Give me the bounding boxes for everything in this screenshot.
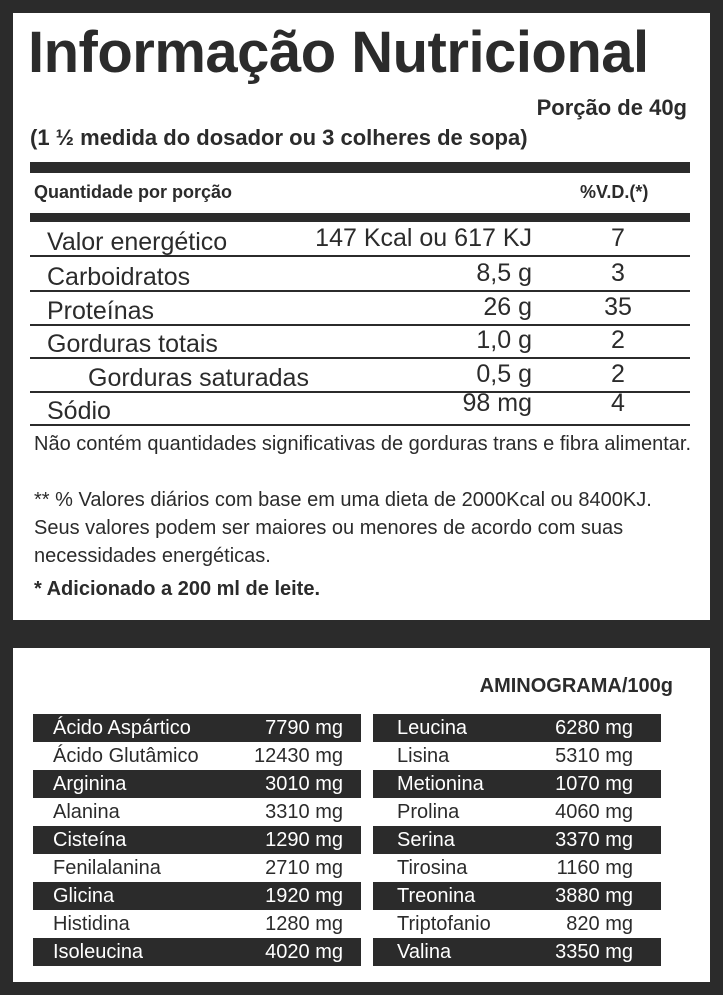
nutrient-vd: 35 (604, 293, 632, 321)
amino-value: 3350 mg (555, 941, 633, 963)
amino-row (373, 910, 661, 938)
amino-name: Alanina (53, 801, 120, 823)
amino-value: 1160 mg (556, 857, 633, 879)
portion-size: Porção de 40g (536, 95, 687, 120)
amino-row (373, 854, 661, 882)
nutrient-name: Gorduras saturadas (88, 364, 309, 392)
amino-name: Lisina (397, 745, 450, 767)
amino-value: 3880 mg (555, 885, 633, 907)
nutrient-row (30, 291, 690, 326)
nutrient-value: 26 g (483, 293, 532, 321)
amino-value: 2710 mg (265, 857, 343, 879)
amino-name: Leucina (397, 717, 468, 739)
amino-value: 1070 mg (555, 773, 633, 795)
aminogram-title: AMINOGRAMA/100g (479, 675, 673, 697)
nutrient-row (30, 324, 690, 359)
amino-name: Arginina (53, 773, 127, 795)
amino-name: Metionina (397, 773, 484, 795)
amino-row (373, 742, 661, 770)
amino-name: Glicina (53, 885, 115, 907)
nutrient-name: Gorduras totais (47, 330, 218, 358)
amino-value: 1290 mg (265, 829, 343, 851)
note-milk: * Adicionado a 200 ml de leite. (34, 578, 321, 600)
nutrient-vd: 7 (611, 224, 625, 252)
nutrient-vd: 2 (611, 360, 625, 388)
amino-value: 1920 mg (265, 885, 343, 907)
amino-name: Tirosina (397, 857, 468, 879)
nutrient-vd: 2 (611, 326, 625, 354)
amino-row (373, 770, 661, 798)
amino-row (33, 742, 361, 770)
amino-name: Valina (397, 941, 452, 963)
amino-row (373, 798, 661, 826)
amino-row (33, 826, 361, 854)
amino-name: Ácido Aspártico (53, 717, 191, 739)
header-rule-bottom (30, 213, 690, 222)
amino-name: Cisteína (53, 829, 127, 851)
amino-name: Triptofanio (397, 913, 491, 935)
nutrient-name: Valor energético (47, 228, 228, 256)
header-vd: %V.D.(*) (580, 182, 649, 202)
nutrient-row (30, 257, 690, 292)
header-quantity: Quantidade por porção (34, 182, 233, 202)
note-trans-fat: Não contém quantidades significativas de gorduras trans e fibra alimentar. (34, 433, 692, 455)
nutrient-name: Proteínas (47, 297, 155, 325)
amino-value: 3310 mg (265, 801, 343, 823)
nutrient-value: 0,5 g (476, 360, 532, 388)
amino-name: Isoleucina (53, 941, 144, 963)
amino-row (373, 882, 661, 910)
amino-value: 3370 mg (555, 829, 633, 851)
amino-row (33, 882, 361, 910)
amino-name: Prolina (397, 801, 460, 823)
nutrient-value: 98 mg (462, 389, 532, 417)
amino-row (33, 770, 361, 798)
portion-detail: (1 ½ medida do dosador ou 3 colheres de sopa) (30, 125, 528, 150)
amino-value: 12430 mg (254, 745, 343, 767)
amino-name: Ácido Glutâmico (53, 745, 199, 767)
amino-row (33, 798, 361, 826)
amino-value: 5310 mg (555, 745, 633, 767)
nutrient-name: Carboidratos (47, 263, 191, 291)
amino-name: Histidina (53, 913, 130, 935)
nutrient-value: 8,5 g (476, 259, 532, 287)
amino-value: 3010 mg (265, 773, 343, 795)
header-rule (30, 162, 690, 173)
nutrient-row (30, 391, 690, 426)
nutrient-name: Sódio (47, 397, 111, 425)
amino-row (373, 938, 661, 966)
amino-row (33, 714, 361, 742)
amino-value: 7790 mg (265, 717, 343, 739)
amino-value: 1280 mg (265, 913, 343, 935)
amino-value: 820 mg (566, 913, 633, 935)
amino-value: 4020 mg (265, 941, 343, 963)
amino-row (33, 910, 361, 938)
amino-value: 4060 mg (555, 801, 633, 823)
amino-value: 6280 mg (555, 717, 633, 739)
nutrient-vd: 3 (611, 259, 625, 287)
nutrition-title: Informação Nutricional (28, 20, 649, 85)
amino-row (33, 854, 361, 882)
amino-name: Serina (397, 829, 455, 851)
amino-row (373, 714, 661, 742)
amino-row (373, 826, 661, 854)
amino-row (33, 938, 361, 966)
amino-name: Treonina (397, 885, 476, 907)
nutrient-value: 1,0 g (476, 326, 532, 354)
nutrient-value: 147 Kcal ou 617 KJ (315, 224, 532, 252)
nutrient-row (30, 222, 690, 257)
nutrient-vd: 4 (611, 389, 625, 417)
amino-name: Fenilalanina (53, 857, 161, 879)
note-daily-values: ** % Valores diários com base em uma dieta de 2000Kcal ou 8400KJ. Seus valores podem ser maiores ou menores de acordo com suas necessidades energéticas. (34, 489, 652, 567)
